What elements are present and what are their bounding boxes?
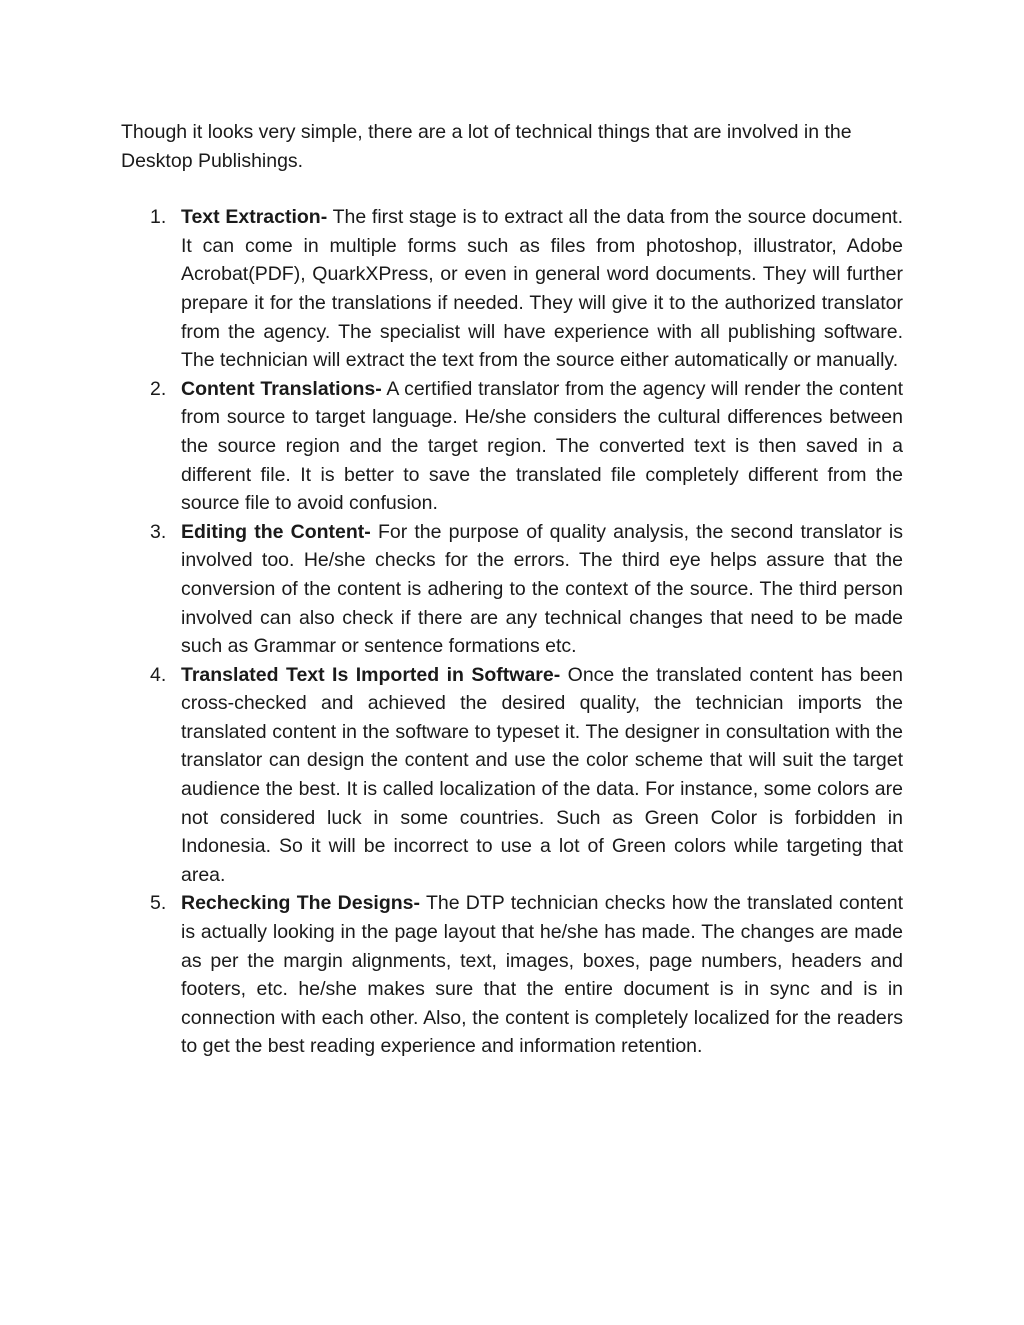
list-item-body: The DTP technician checks how the translated content is actually looking in the page layout that he/she has made. The changes are made as per the margin alignments, text, images, boxes, page numbers, headers and footers, etc. he/she makes sure that the entire document is in sync and is in connection with each other. Also, the content is completely localized for the readers to get the best reading experience and information retention. <box>181 892 903 1058</box>
intro-paragraph: Though it looks very simple, there are a lot of technical things that are involved in the Desktop Publishings. <box>121 121 852 172</box>
list-item-number: 2. <box>150 377 167 400</box>
list-item-body: The first stage is to extract all the data from the source document. It can come in multiple forms such as files from photoshop, illustrator, Adobe Acrobat(PDF), QuarkXPress, or even in general word documents. They will further prepare it for the translations if needed. They will give it to the authorized translator from the agency. The specialist will have experience with all publishing software. The technician will extract the text from the source either automatically or manually. <box>181 206 903 372</box>
list-item-number: 5. <box>150 892 167 915</box>
list-item <box>121 518 903 661</box>
list-item-heading: Translated Text Is Imported in Software- <box>181 663 561 686</box>
document-page <box>121 118 903 1061</box>
dtp-steps-list <box>121 203 903 1061</box>
list-item-body: A certified translator from the agency will render the content from source to target language. He/she considers the cultural differences between the source region and the target region. The converted text is then saved in a different file. It is better to save the translated file completely different from the source file to avoid confusion. <box>181 377 903 515</box>
list-item-heading: Content Translations- <box>181 377 382 400</box>
list-item-body: For the purpose of quality analysis, the second translator is involved too. He/she checks for the errors. The third eye helps assure that the conversion of the content is adhering to the context of the source. The third person involved can also check if there are any technical changes that need to be made such as Grammar or sentence formations etc. <box>181 520 903 658</box>
list-item-heading: Editing the Content- <box>181 520 371 543</box>
list-item-number: 3. <box>150 520 167 543</box>
list-item-heading: Rechecking The Designs- <box>181 892 421 915</box>
list-item <box>121 375 903 518</box>
list-item <box>121 203 903 375</box>
list-item-heading: Text Extraction- <box>181 206 328 229</box>
list-item <box>121 661 903 890</box>
list-item-number: 4. <box>150 663 167 686</box>
list-item <box>121 889 903 1061</box>
list-item-number: 1. <box>150 206 167 229</box>
list-item-body: Once the translated content has been cross-checked and achieved the desired quality, the technician imports the translated content in the software to typeset it. The designer in consultation with the translator can design the content and use the color scheme that will suit the target audience the best. It is called localization of the data. For instance, some colors are not considered luck in some countries. Such as Green Color is forbidden in Indonesia. So it will be incorrect to use a lot of Green colors while targeting that area. <box>181 663 903 886</box>
